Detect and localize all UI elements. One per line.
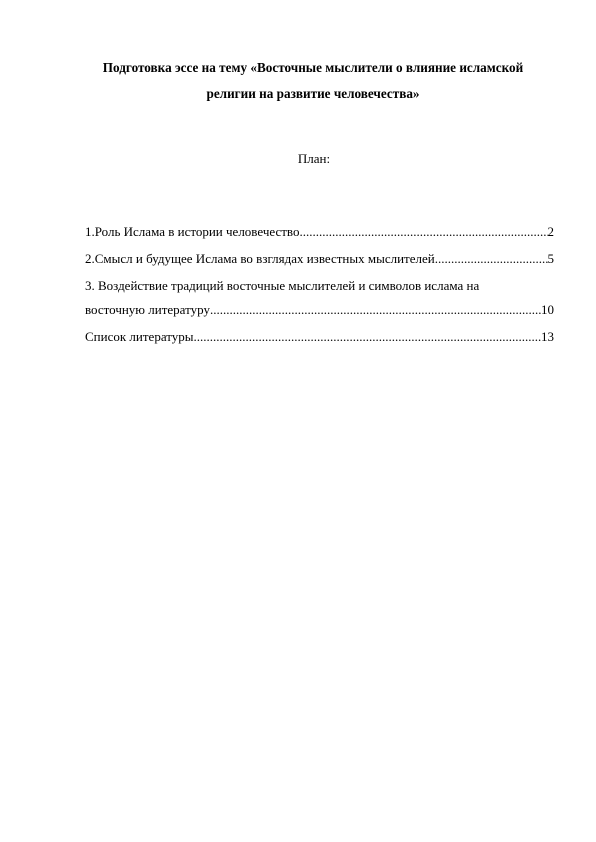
toc-entry[interactable]	[85, 325, 554, 349]
toc-entry-title: 1.Роль Ислама в истории человечество	[85, 224, 300, 239]
toc-page-number: 5	[547, 251, 554, 266]
toc-entry[interactable]	[85, 247, 554, 271]
toc-leader-dots	[210, 298, 541, 322]
toc-page-number: 13	[541, 329, 554, 344]
toc-page-number: 2	[547, 224, 554, 239]
document-title: Подготовка эссе на тему «Восточные мыслители о влияние исламской религии на развитие человечества»	[102, 60, 524, 101]
toc-page-number: 10	[541, 302, 554, 317]
toc-entry[interactable]	[85, 220, 554, 244]
toc-entry[interactable]	[85, 274, 554, 322]
toc-entry-title: Список литературы	[85, 329, 194, 344]
toc-leader-dots	[435, 247, 548, 271]
toc-leader-dots	[194, 325, 542, 349]
toc-entry-title-line: 3. Воздействие традиций восточные мыслителей и символов ислама на	[85, 278, 480, 293]
plan-heading: План:	[297, 151, 331, 166]
toc-leader-dots	[299, 220, 547, 244]
table-of-contents	[85, 220, 554, 352]
toc-entry-title: 2.Смысл и будущее Ислама во взглядах известных мыслителей	[85, 251, 435, 266]
toc-entry-title: восточную литературу	[85, 302, 210, 317]
